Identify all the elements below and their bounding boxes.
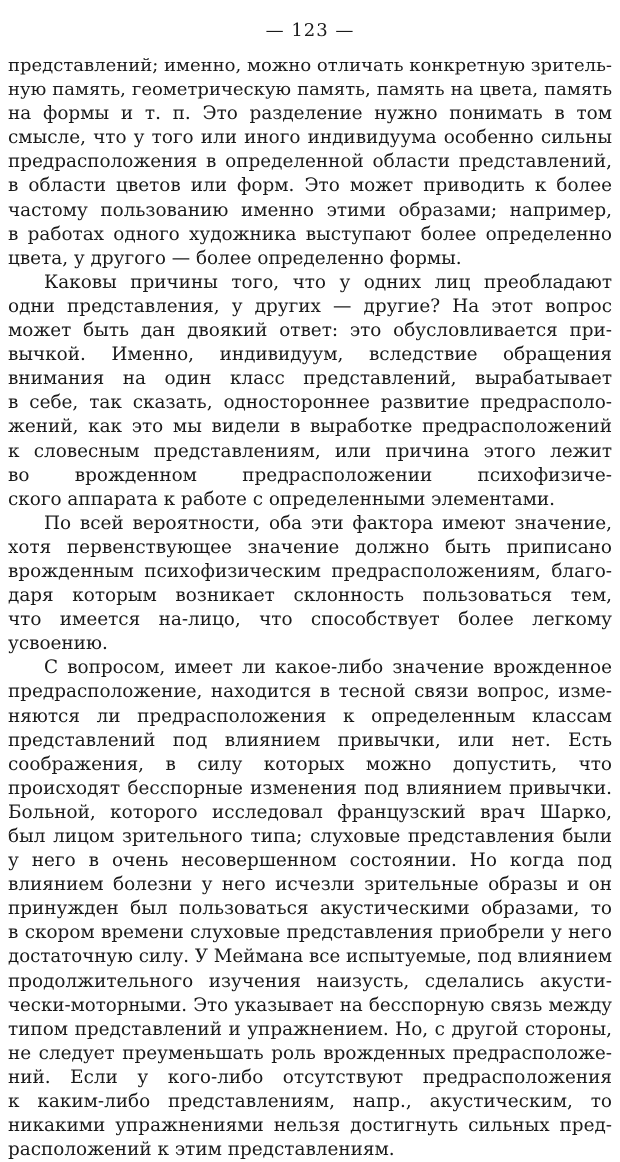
text-line: предрасположения в определенной области представлений, [8, 151, 612, 173]
text-line: представлений под влиянием привычки, или нет. Есть [8, 729, 612, 751]
text-line: в себе, так сказать, одностороннее развитие предрасполо- [8, 392, 612, 414]
text-line: продолжительного изучения наизусть, сделались акусти- [8, 970, 612, 992]
text-line: в области цветов или форм. Это может приводить к более [8, 175, 612, 197]
paragraph [8, 54, 612, 271]
text-line: к словесным представлениям, или причина этого лежит [8, 440, 612, 462]
text-line: соображения, в силу которых можно допустить, что [8, 753, 612, 775]
text-line: предрасположение, находится в тесной связи вопрос, изме- [8, 681, 612, 703]
text-line: никакими упражнениями нельзя достигнуть сильных пред- [8, 1115, 612, 1137]
text-line: врожденным психофизическим предрасположениям, благо- [8, 560, 612, 582]
text-line: цвета, у другого — более определенно формы. [8, 247, 462, 269]
text-line: одни представления, у других — другие? На этот вопрос [8, 295, 612, 317]
paragraph [8, 512, 612, 657]
text-line: вычкой. Именно, индивидуум, вследствие обращения [8, 344, 612, 366]
text-line: на формы и т. п. Это разделение нужно понимать в том [8, 103, 612, 125]
text-line: С вопросом, имеет ли какое-либо значение врожденное [44, 657, 612, 679]
text-body [8, 54, 612, 1162]
text-line: был лицом зрительного типа; слуховые представления были [8, 826, 612, 847]
text-line: типом представлений и упражнением. Но, с другой стороны, [8, 1018, 612, 1040]
text-line: принужден был пользоваться акустическими образами, то [8, 898, 612, 920]
text-line: няются ли предрасположения к определенным классам [8, 705, 612, 727]
page-number: — 123 — [265, 20, 355, 41]
text-line: происходят бесспорные изменения под влиянием привычки. [8, 777, 612, 799]
text-line: смысле, что у того или иного индивидуума особенно сильны [8, 127, 612, 149]
text-line: ную память, геометрическую память, память на цвета, память [8, 79, 612, 101]
text-line: Каковы причины того, что у одних лиц преобладают [44, 271, 612, 293]
paragraph [8, 656, 612, 1162]
text-line: в скором времени слуховые представления приобрели у него [8, 922, 612, 944]
paragraph [8, 271, 612, 512]
text-line: во врожденном предрасположении психофизиче- [8, 464, 612, 486]
text-line: в работах одного художника выступают более определенно [8, 223, 612, 245]
text-line: жений, как это мы видели в выработке предрасположений [8, 416, 612, 438]
text-line: у него в очень несовершенном состоянии. Но когда под [8, 850, 612, 872]
text-line: представлений; именно, можно отличать конкретную зритель- [8, 55, 612, 76]
text-line: частому пользованию именно этими образами; например, [8, 199, 612, 221]
text-line: расположений к этим представлениям. [8, 1139, 395, 1161]
text-line: ний. Если у кого-либо отсутствуют предрасположения [8, 1066, 612, 1088]
text-line: По всей вероятности, оба эти фактора имеют значение, [44, 512, 612, 534]
text-line: Больной, которого исследовал французский врач Шарко, [8, 801, 612, 823]
text-line: что имеется на-лицо, что способствует более легкому [8, 609, 612, 631]
text-line: чески-моторными. Это указывает на бесспорную связь между [8, 994, 612, 1016]
text-line: хотя первенствующее значение должно быть приписано [8, 536, 612, 558]
text-line: усвоению. [8, 633, 108, 655]
text-line: даря которым возникает склонность пользоваться тем, [8, 585, 612, 607]
text-line: внимания на один класс представлений, вырабатывает [8, 368, 612, 390]
text-line: ского аппарата к работе с определенными элементами. [8, 488, 556, 510]
text-line: может быть дан двоякий ответ: это обусловливается при- [8, 320, 612, 342]
text-line: к каким-либо представлениям, напр., акустическим, то [8, 1091, 612, 1113]
text-line: влиянием болезни у него исчезли зрительные образы и он [8, 874, 612, 896]
text-line: не следует преуменьшать роль врожденных предрасположе- [8, 1042, 612, 1064]
text-line: достаточную силу. У Меймана все испытуемые, под влиянием [8, 946, 612, 968]
